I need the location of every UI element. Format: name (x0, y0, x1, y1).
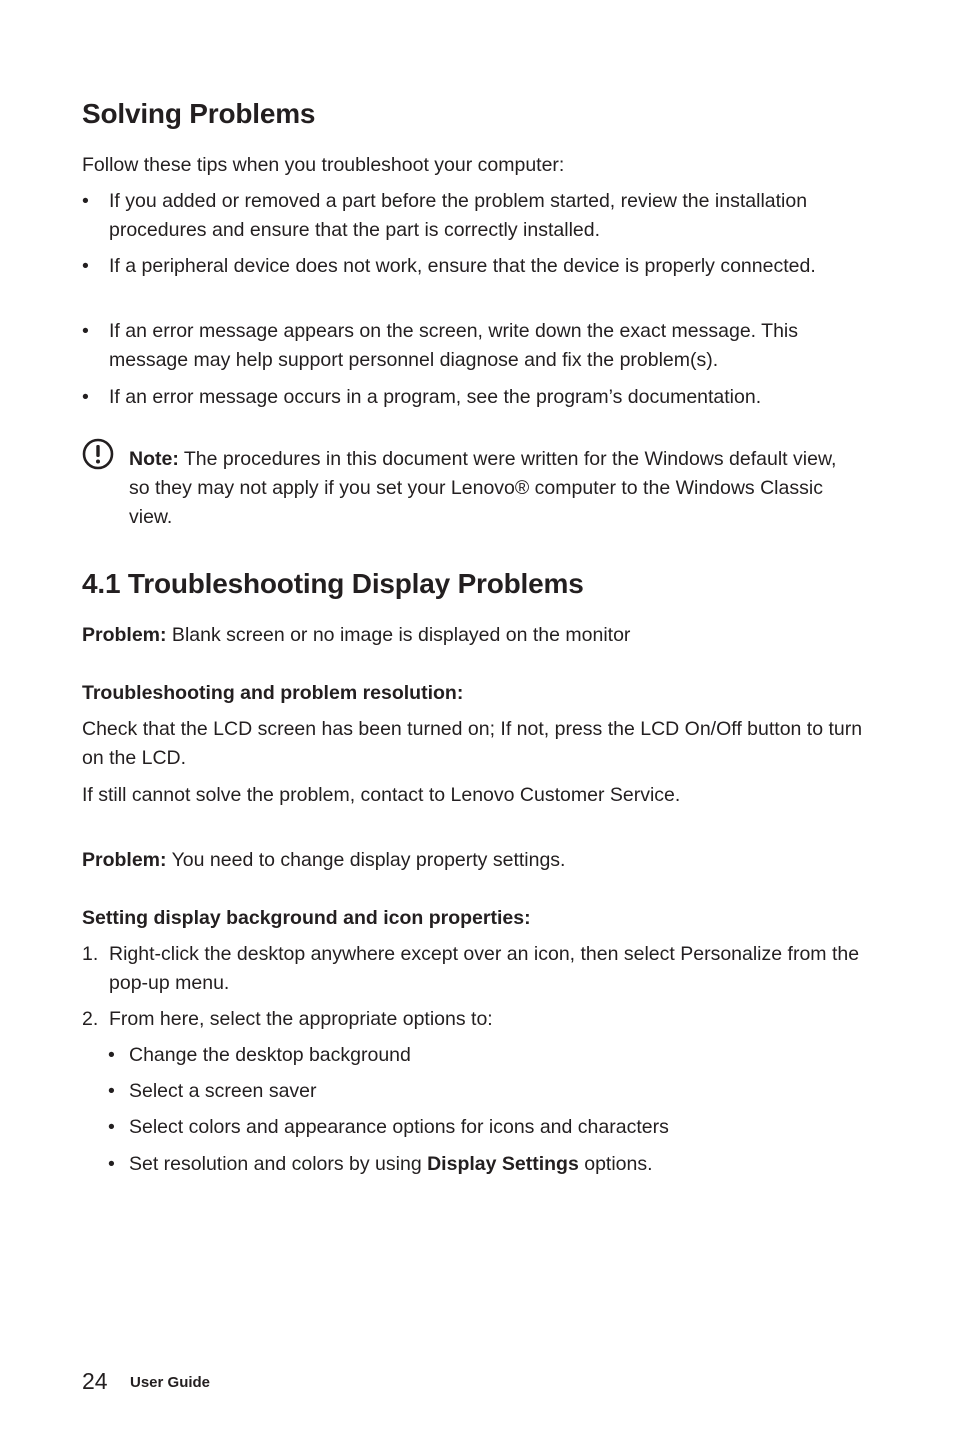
step-number: 1. (82, 943, 99, 965)
problem-label: Problem: (82, 624, 167, 646)
step-text: From here, select the appropriate options to: (109, 1008, 493, 1030)
problem-label: Problem: (82, 849, 167, 871)
attention-icon (82, 438, 114, 470)
note-text: The procedures in this document were written for the Windows default view, so they may not apply if you set your Lenovo® computer to the Windows Classic view. (129, 448, 837, 528)
section-title-display-problems: 4.1 Troubleshooting Display Problems (82, 568, 584, 599)
option-text: Change the desktop background (129, 1044, 411, 1066)
note-label: Note: (129, 448, 179, 470)
bullet-mark: • (108, 1044, 115, 1066)
list-item (82, 187, 872, 245)
list-item (82, 383, 872, 412)
list-item (82, 317, 872, 375)
bullet-mark: • (82, 255, 89, 277)
option-item (108, 1041, 868, 1070)
option-text-after: options. (578, 1153, 653, 1175)
numbered-step (82, 940, 872, 998)
list-item-text: If an error message occurs in a program, see the program’s documentation. (109, 386, 762, 408)
bullet-mark: • (108, 1116, 115, 1138)
footer-label: User Guide (130, 1374, 211, 1391)
page-number: 24 (82, 1368, 108, 1394)
option-item (108, 1150, 868, 1179)
intro-text: Follow these tips when you troubleshoot your computer: (82, 154, 565, 176)
resolution-heading: Troubleshooting and problem resolution: (82, 682, 464, 704)
settings-heading: Setting display background and icon properties: (82, 907, 531, 929)
option-text: Select a screen saver (129, 1080, 317, 1102)
display-settings-term: Display Settings (427, 1153, 579, 1175)
bullet-mark: • (108, 1153, 115, 1175)
list-item-text: If an error message appears on the screen, write down the exact message. This message may help support personnel diagnose and fix the problem(s). (109, 320, 798, 371)
option-item (108, 1077, 868, 1106)
note-block (129, 445, 849, 532)
problem-statement (82, 621, 872, 650)
problem-statement (82, 846, 872, 875)
resolution-paragraph: Check that the LCD screen has been turned on; If not, press the LCD On/Off button to turn on the LCD. (82, 718, 863, 769)
bullet-mark: • (108, 1080, 115, 1102)
section-title-solving-problems: Solving Problems (82, 98, 316, 129)
bullet-mark: • (82, 386, 89, 408)
option-item (108, 1113, 868, 1142)
problem-text: Blank screen or no image is displayed on the monitor (166, 624, 631, 646)
resolution-paragraph: If still cannot solve the problem, contact to Lenovo Customer Service. (82, 784, 681, 806)
option-text (129, 1150, 868, 1179)
option-text: Select colors and appearance options for icons and characters (129, 1116, 669, 1138)
step-number: 2. (82, 1008, 99, 1030)
bullet-mark: • (82, 190, 89, 212)
bullet-mark: • (82, 320, 89, 342)
numbered-step (82, 1005, 872, 1034)
problem-text: You need to change display property settings. (166, 849, 566, 871)
step-text: Right-click the desktop anywhere except over an icon, then select Personalize from the pop-up menu. (109, 943, 860, 994)
list-item-text: If a peripheral device does not work, ensure that the device is properly connected. (109, 255, 816, 277)
list-item-text: If you added or removed a part before the problem started, review the installation procedures and ensure that the part is correctly installed. (109, 190, 808, 241)
option-text-before: Set resolution and colors by using (129, 1153, 428, 1175)
list-item (82, 252, 872, 281)
